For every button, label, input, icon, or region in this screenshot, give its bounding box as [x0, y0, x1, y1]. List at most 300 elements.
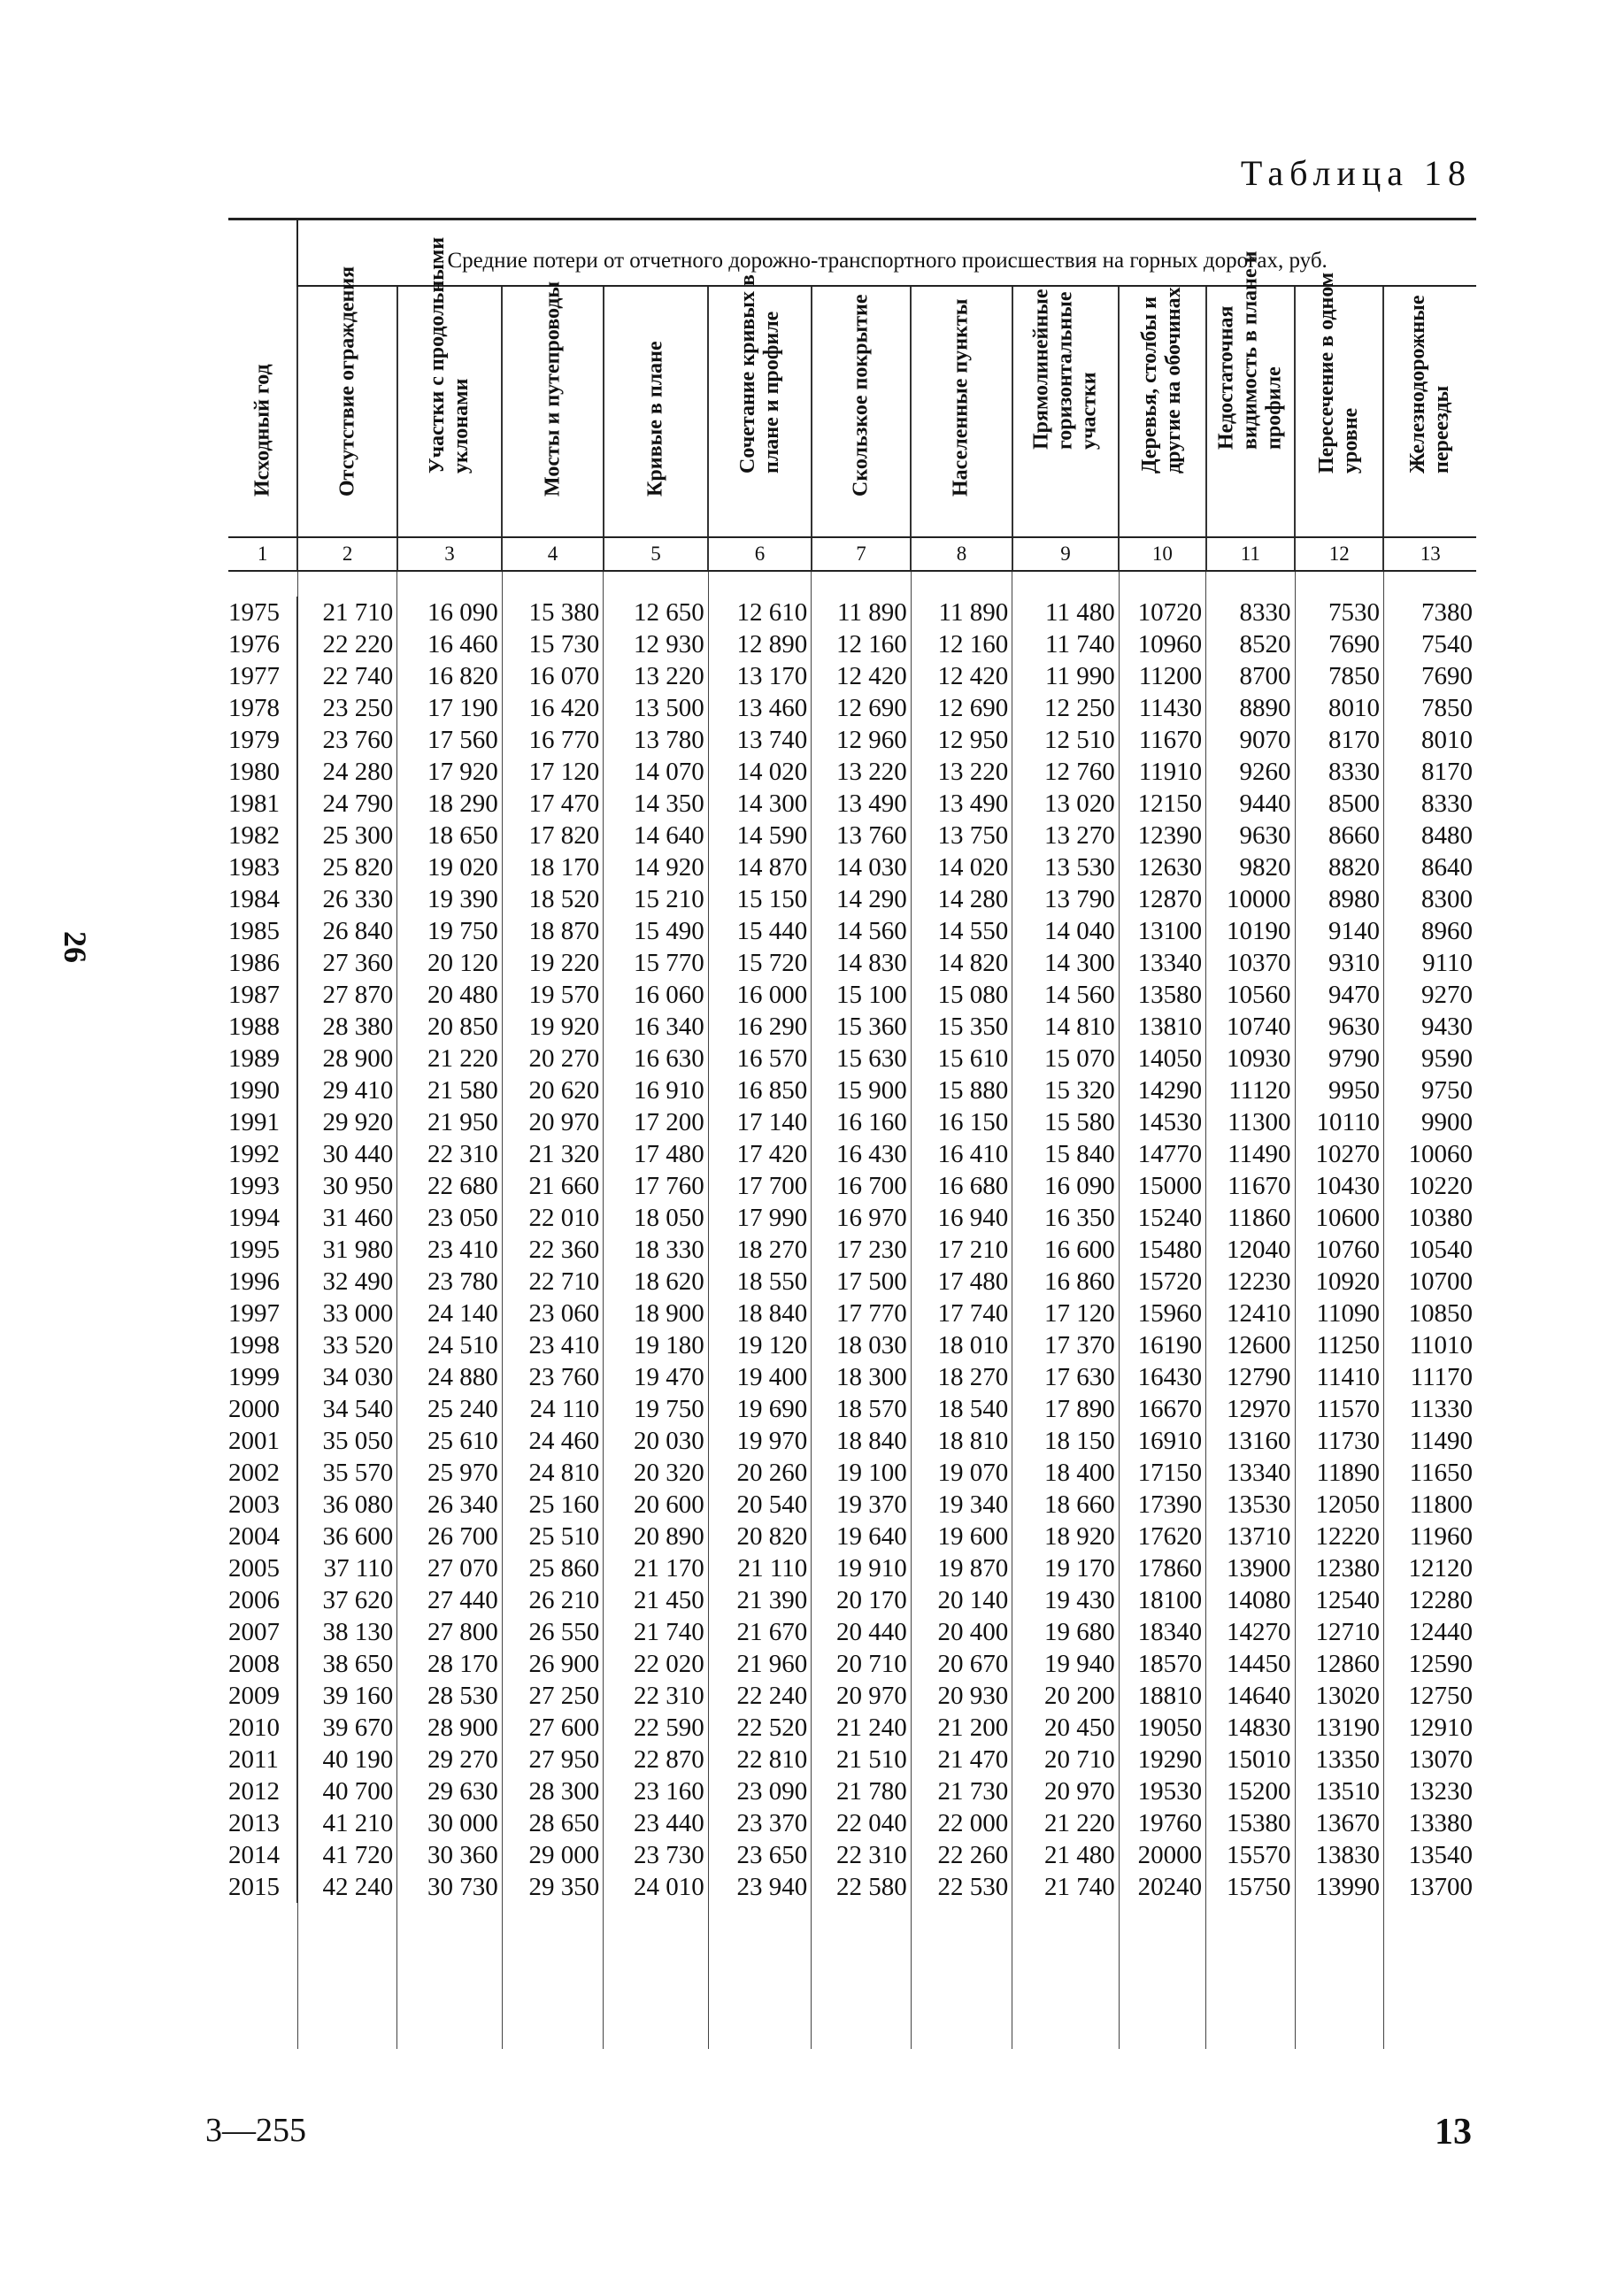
value-cell: 30 440 [297, 1138, 396, 1170]
table-row [228, 820, 1476, 851]
value-cell: 17 500 [812, 1266, 911, 1298]
value-cell: 12 160 [812, 628, 911, 660]
value-cell: 19 120 [708, 1329, 811, 1361]
value-cell: 24 790 [297, 788, 396, 820]
value-cell: 41 210 [297, 1807, 396, 1839]
value-cell: 19760 [1119, 1807, 1205, 1839]
value-cell: 11730 [1295, 1425, 1383, 1457]
value-cell: 14290 [1119, 1074, 1205, 1106]
value-cell: 25 860 [502, 1552, 603, 1584]
column-header-text: Деревья, столбы и другие на обочинах [1138, 286, 1186, 474]
column-header [1012, 286, 1120, 537]
value-cell: 9630 [1295, 1011, 1383, 1043]
value-cell: 15 730 [502, 628, 603, 660]
value-cell: 22 310 [604, 1680, 709, 1712]
value-cell: 19 400 [708, 1361, 811, 1393]
column-number: 12 [1295, 537, 1383, 571]
value-cell: 18 330 [604, 1234, 709, 1266]
value-cell: 15 580 [1012, 1106, 1120, 1138]
value-cell: 21 470 [911, 1744, 1012, 1775]
value-cell: 21 710 [297, 597, 396, 628]
table-row [228, 1393, 1476, 1425]
value-cell: 16 160 [812, 1106, 911, 1138]
value-cell: 22 040 [812, 1807, 911, 1839]
value-cell: 33 520 [297, 1329, 396, 1361]
value-cell: 22 590 [604, 1712, 709, 1744]
value-cell: 13580 [1119, 979, 1205, 1011]
value-cell: 9900 [1421, 1108, 1473, 1137]
value-cell: 10220 [1408, 1172, 1473, 1201]
value-cell: 8010 [1421, 726, 1473, 755]
table-row [228, 1329, 1476, 1361]
value-cell: 27 360 [297, 947, 396, 979]
column-number: 4 [502, 537, 603, 571]
value-cell: 27 950 [502, 1744, 603, 1775]
table-row [228, 1234, 1476, 1266]
value-cell: 9590 [1421, 1044, 1473, 1074]
column-number: 7 [812, 537, 911, 571]
value-cell: 18 270 [708, 1234, 811, 1266]
value-cell: 14 280 [911, 883, 1012, 915]
value-cell: 13230 [1408, 1777, 1473, 1806]
year-cell: 1991 [228, 1106, 297, 1138]
value-cell: 21 240 [812, 1712, 911, 1744]
value-cell: 18 650 [397, 820, 503, 851]
value-cell: 18 170 [502, 851, 603, 883]
spacer-cell [397, 571, 503, 597]
year-cell: 1996 [228, 1266, 297, 1298]
table-row [228, 1043, 1476, 1074]
value-cell: 14 040 [1012, 915, 1120, 947]
value-cell: 33 000 [297, 1298, 396, 1329]
value-cell: 12 420 [911, 660, 1012, 692]
value-cell: 13 780 [604, 724, 709, 756]
year-cell: 1986 [228, 947, 297, 979]
table-title: Таблица 18 [1240, 153, 1472, 193]
value-cell: 11 890 [911, 597, 1012, 628]
table-row [228, 1712, 1476, 1744]
table-row [228, 1361, 1476, 1393]
table-row [228, 1489, 1476, 1521]
value-cell: 11570 [1295, 1393, 1383, 1425]
value-cell: 13 220 [911, 756, 1012, 788]
value-cell: 24 510 [397, 1329, 503, 1361]
value-cell: 19 170 [1012, 1552, 1120, 1584]
value-cell: 24 280 [297, 756, 396, 788]
column-header [911, 286, 1012, 537]
value-cell: 16 570 [708, 1043, 811, 1074]
value-cell: 14 560 [812, 915, 911, 947]
value-cell: 18 840 [812, 1425, 911, 1457]
value-cell: 12790 [1206, 1361, 1295, 1393]
value-cell: 12600 [1206, 1329, 1295, 1361]
value-cell: 19 680 [1012, 1616, 1120, 1648]
value-cell: 15 350 [911, 1011, 1012, 1043]
value-cell: 11650 [1409, 1459, 1473, 1488]
value-cell: 23 370 [708, 1807, 811, 1839]
value-cell: 16190 [1119, 1329, 1205, 1361]
value-cell: 15 880 [911, 1074, 1012, 1106]
value-cell: 25 970 [397, 1457, 503, 1489]
value-cell: 19 750 [604, 1393, 709, 1425]
column-header [1206, 250, 1295, 537]
value-cell: 20 200 [1012, 1680, 1120, 1712]
value-cell: 27 870 [297, 979, 396, 1011]
value-cell: 9270 [1421, 981, 1473, 1010]
value-cell: 19 220 [502, 947, 603, 979]
value-cell: 12220 [1295, 1521, 1383, 1552]
value-cell: 19 570 [502, 979, 603, 1011]
value-cell: 14 070 [604, 756, 709, 788]
value-cell: 10000 [1206, 883, 1295, 915]
value-cell: 11300 [1206, 1106, 1295, 1138]
value-cell: 21 950 [397, 1106, 503, 1138]
column-header [297, 266, 396, 537]
value-cell: 13710 [1206, 1521, 1295, 1552]
table-row [228, 692, 1476, 724]
value-cell: 21 510 [812, 1744, 911, 1775]
value-cell: 20 970 [1012, 1775, 1120, 1807]
value-cell: 19 340 [911, 1489, 1012, 1521]
table-row [228, 628, 1476, 660]
value-cell: 16 460 [397, 628, 503, 660]
value-cell: 12 760 [1012, 756, 1120, 788]
value-cell: 23 250 [297, 692, 396, 724]
data-table-container [228, 218, 1476, 2049]
value-cell: 19 640 [812, 1521, 911, 1552]
value-cell: 15 080 [911, 979, 1012, 1011]
value-cell: 21 730 [911, 1775, 1012, 1807]
table-row [228, 851, 1476, 883]
year-cell: 1982 [228, 820, 297, 851]
value-cell: 12750 [1408, 1682, 1473, 1711]
value-cell: 19 690 [708, 1393, 811, 1425]
value-cell: 20 540 [708, 1489, 811, 1521]
year-cell: 2009 [228, 1680, 297, 1712]
value-cell: 8640 [1421, 853, 1473, 882]
column-header [708, 273, 811, 537]
value-cell: 13 760 [812, 820, 911, 851]
value-cell: 19 070 [911, 1457, 1012, 1489]
table-row [228, 1807, 1476, 1839]
value-cell: 28 170 [397, 1648, 503, 1680]
value-cell: 27 800 [397, 1616, 503, 1648]
value-cell: 17 420 [708, 1138, 811, 1170]
value-cell: 12 690 [812, 692, 911, 724]
value-cell: 14 020 [911, 851, 1012, 883]
value-cell: 9470 [1295, 979, 1383, 1011]
value-cell: 9440 [1206, 788, 1295, 820]
value-cell: 21 200 [911, 1712, 1012, 1744]
value-cell: 14 640 [604, 820, 709, 851]
value-cell: 19 390 [397, 883, 503, 915]
value-cell: 28 380 [297, 1011, 396, 1043]
value-cell: 10740 [1206, 1011, 1295, 1043]
value-cell: 19 180 [604, 1329, 709, 1361]
value-cell: 9430 [1421, 1013, 1473, 1042]
year-cell: 1988 [228, 1011, 297, 1043]
value-cell: 17 480 [911, 1266, 1012, 1298]
value-cell: 14050 [1119, 1043, 1205, 1074]
year-cell: 1983 [228, 851, 297, 883]
value-cell: 22 000 [911, 1807, 1012, 1839]
value-cell: 17860 [1119, 1552, 1205, 1584]
value-cell: 21 220 [1012, 1807, 1120, 1839]
table-row [228, 1680, 1476, 1712]
table-row [228, 1552, 1476, 1584]
year-cell: 1990 [228, 1074, 297, 1106]
value-cell: 15 210 [604, 883, 709, 915]
value-cell: 13810 [1119, 1011, 1205, 1043]
value-cell: 23 060 [502, 1298, 603, 1329]
value-cell: 26 330 [297, 883, 396, 915]
value-cell: 18 540 [911, 1393, 1012, 1425]
value-cell: 16 680 [911, 1170, 1012, 1202]
value-cell: 15 100 [812, 979, 911, 1011]
value-cell: 20 930 [911, 1680, 1012, 1712]
value-cell: 14 300 [1012, 947, 1120, 979]
column-header-text: Кривые в плане [643, 341, 667, 497]
value-cell: 20 850 [397, 1011, 503, 1043]
table-row [228, 1648, 1476, 1680]
value-cell: 18 900 [604, 1298, 709, 1329]
value-cell: 13830 [1295, 1839, 1383, 1871]
value-cell: 18 620 [604, 1266, 709, 1298]
value-cell: 21 660 [502, 1170, 603, 1202]
year-cell: 1977 [228, 660, 297, 692]
value-cell: 10720 [1119, 597, 1205, 628]
table-row [228, 947, 1476, 979]
value-cell: 13070 [1408, 1745, 1473, 1775]
value-cell: 27 600 [502, 1712, 603, 1744]
value-cell: 7690 [1421, 662, 1473, 691]
value-cell: 12860 [1295, 1648, 1383, 1680]
value-cell: 21 740 [1012, 1871, 1120, 1903]
value-cell: 16 630 [604, 1043, 709, 1074]
table-row [228, 1871, 1476, 1903]
value-cell: 8700 [1206, 660, 1295, 692]
column-number: 8 [911, 537, 1012, 571]
value-cell: 16910 [1119, 1425, 1205, 1457]
value-cell: 19 920 [502, 1011, 603, 1043]
year-cell: 1976 [228, 628, 297, 660]
year-cell: 2004 [228, 1521, 297, 1552]
year-cell: 2005 [228, 1552, 297, 1584]
value-cell: 21 390 [708, 1584, 811, 1616]
value-cell: 15 900 [812, 1074, 911, 1106]
value-cell: 19 020 [397, 851, 503, 883]
spacer-cell [708, 571, 811, 597]
value-cell: 21 670 [708, 1616, 811, 1648]
value-cell: 15240 [1119, 1202, 1205, 1234]
value-cell: 29 410 [297, 1074, 396, 1106]
year-cell: 2003 [228, 1489, 297, 1521]
value-cell: 21 450 [604, 1584, 709, 1616]
value-cell: 17 760 [604, 1170, 709, 1202]
filler-cell [502, 1903, 603, 2049]
value-cell: 37 620 [297, 1584, 396, 1616]
value-cell: 20 820 [708, 1521, 811, 1552]
value-cell: 19 430 [1012, 1584, 1120, 1616]
value-cell: 25 160 [502, 1489, 603, 1521]
value-cell: 22 360 [502, 1234, 603, 1266]
value-cell: 22 310 [397, 1138, 503, 1170]
value-cell: 13100 [1119, 915, 1205, 947]
value-cell: 23 440 [604, 1807, 709, 1839]
value-cell: 18 660 [1012, 1489, 1120, 1521]
value-cell: 13700 [1408, 1873, 1473, 1902]
value-cell: 25 300 [297, 820, 396, 851]
value-cell: 7380 [1421, 598, 1473, 628]
value-cell: 18 520 [502, 883, 603, 915]
value-cell: 14 550 [911, 915, 1012, 947]
value-cell: 26 340 [397, 1489, 503, 1521]
value-cell: 12 960 [812, 724, 911, 756]
year-cell: 2007 [228, 1616, 297, 1648]
value-cell: 19 940 [1012, 1648, 1120, 1680]
value-cell: 22 580 [812, 1871, 911, 1903]
value-cell: 26 550 [502, 1616, 603, 1648]
value-cell: 16 860 [1012, 1266, 1120, 1298]
column-number: 6 [708, 537, 811, 571]
value-cell: 9630 [1206, 820, 1295, 851]
value-cell: 8890 [1206, 692, 1295, 724]
value-cell: 24 810 [502, 1457, 603, 1489]
spacer-cell [228, 571, 297, 597]
table-row [228, 915, 1476, 947]
year-cell: 1993 [228, 1170, 297, 1202]
spacer-cell [502, 571, 603, 597]
year-cell: 1997 [228, 1298, 297, 1329]
value-cell: 20 030 [604, 1425, 709, 1457]
value-cell: 11090 [1295, 1298, 1383, 1329]
value-cell: 16 910 [604, 1074, 709, 1106]
value-cell: 22 010 [502, 1202, 603, 1234]
value-cell: 16430 [1119, 1361, 1205, 1393]
table-row [228, 660, 1476, 692]
value-cell: 25 240 [397, 1393, 503, 1425]
value-cell: 13 530 [1012, 851, 1120, 883]
value-cell: 15750 [1206, 1871, 1295, 1903]
value-cell: 10540 [1408, 1236, 1473, 1265]
value-cell: 14450 [1206, 1648, 1295, 1680]
value-cell: 16 770 [502, 724, 603, 756]
value-cell: 12410 [1206, 1298, 1295, 1329]
value-cell: 13340 [1206, 1457, 1295, 1489]
table-row [228, 1202, 1476, 1234]
value-cell: 19 870 [911, 1552, 1012, 1584]
value-cell: 8500 [1295, 788, 1383, 820]
value-cell: 12 160 [911, 628, 1012, 660]
value-cell: 11330 [1409, 1395, 1473, 1424]
value-cell: 21 780 [812, 1775, 911, 1807]
filler-cell [911, 1903, 1012, 2049]
value-cell: 14 300 [708, 788, 811, 820]
value-cell: 20 710 [812, 1648, 911, 1680]
value-cell: 14080 [1206, 1584, 1295, 1616]
value-cell: 19 750 [397, 915, 503, 947]
value-cell: 12590 [1408, 1650, 1473, 1679]
table-row [228, 1138, 1476, 1170]
value-cell: 13 750 [911, 820, 1012, 851]
value-cell: 23 780 [397, 1266, 503, 1298]
column-number: 10 [1119, 537, 1205, 571]
value-cell: 13350 [1295, 1744, 1383, 1775]
value-cell: 18 840 [708, 1298, 811, 1329]
column-header [604, 286, 709, 537]
value-cell: 10370 [1206, 947, 1295, 979]
value-cell: 41 720 [297, 1839, 396, 1871]
value-cell: 9310 [1295, 947, 1383, 979]
column-header-text: Железнодорожные переезды [1406, 294, 1454, 474]
value-cell: 9260 [1206, 756, 1295, 788]
value-cell: 14 030 [812, 851, 911, 883]
value-cell: 20 320 [604, 1457, 709, 1489]
value-cell: 30 730 [397, 1871, 503, 1903]
year-cell: 2008 [228, 1648, 297, 1680]
value-cell: 22 220 [297, 628, 396, 660]
value-cell: 13510 [1295, 1775, 1383, 1807]
value-cell: 19 910 [812, 1552, 911, 1584]
value-cell: 17 630 [1012, 1361, 1120, 1393]
value-cell: 18 150 [1012, 1425, 1120, 1457]
value-cell: 9790 [1295, 1043, 1383, 1074]
value-cell: 38 650 [297, 1648, 396, 1680]
value-cell: 18 810 [911, 1425, 1012, 1457]
value-cell: 30 950 [297, 1170, 396, 1202]
group-header: Средние потери от отчетного дорожно-транспортного происшествия на горных дорогах, руб. [297, 219, 1476, 287]
value-cell: 13540 [1408, 1841, 1473, 1870]
value-cell: 12040 [1206, 1234, 1295, 1266]
value-cell: 17 230 [812, 1234, 911, 1266]
value-cell: 19 970 [708, 1425, 811, 1457]
value-cell: 14770 [1119, 1138, 1205, 1170]
year-cell: 1981 [228, 788, 297, 820]
value-cell: 24 010 [604, 1871, 709, 1903]
value-cell: 11430 [1119, 692, 1205, 724]
value-cell: 15 380 [502, 597, 603, 628]
value-cell: 16 000 [708, 979, 811, 1011]
column-header-text: Пересечение в одном уровне [1315, 272, 1363, 474]
value-cell: 10270 [1295, 1138, 1383, 1170]
value-cell: 24 110 [502, 1393, 603, 1425]
filler-cell [1012, 1903, 1120, 2049]
value-cell: 11490 [1206, 1138, 1295, 1170]
value-cell: 16 430 [812, 1138, 911, 1170]
value-cell: 14 350 [604, 788, 709, 820]
value-cell: 13160 [1206, 1425, 1295, 1457]
year-cell: 1989 [228, 1043, 297, 1074]
value-cell: 23 050 [397, 1202, 503, 1234]
value-cell: 18 270 [911, 1361, 1012, 1393]
table-row [228, 883, 1476, 915]
value-cell: 23 760 [502, 1361, 603, 1393]
table-row [228, 1298, 1476, 1329]
year-cell: 2010 [228, 1712, 297, 1744]
filler-cell [1206, 1903, 1295, 2049]
year-cell: 1994 [228, 1202, 297, 1234]
value-cell: 21 480 [1012, 1839, 1120, 1871]
value-cell: 12120 [1408, 1554, 1473, 1583]
year-cell: 2006 [228, 1584, 297, 1616]
table-row [228, 1266, 1476, 1298]
value-cell: 10930 [1206, 1043, 1295, 1074]
value-cell: 19 600 [911, 1521, 1012, 1552]
value-cell: 22 260 [911, 1839, 1012, 1871]
table-row [228, 756, 1476, 788]
value-cell: 16 820 [397, 660, 503, 692]
column-header [812, 286, 911, 537]
